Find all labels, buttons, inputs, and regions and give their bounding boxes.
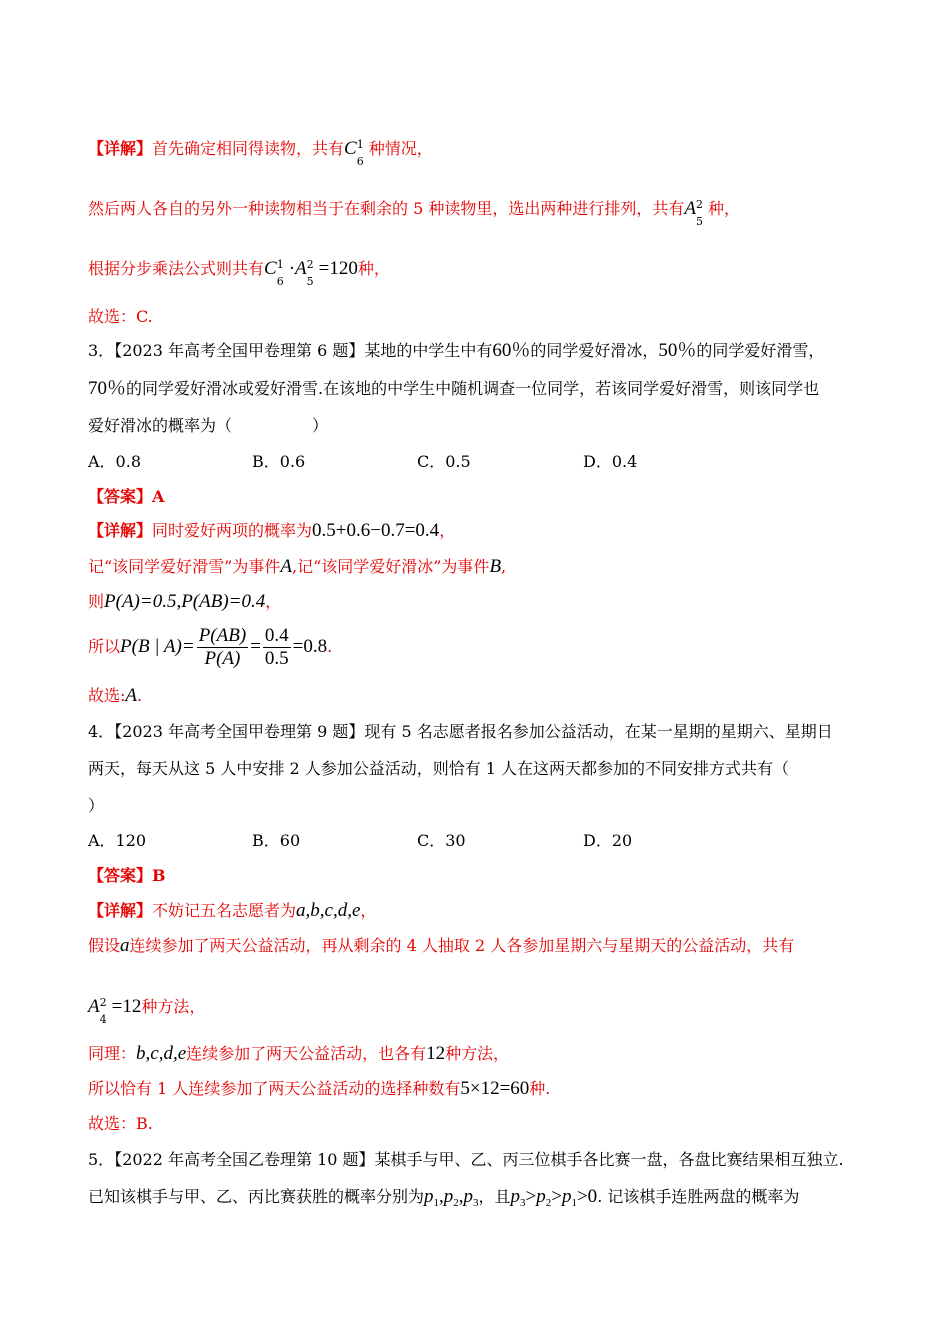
- q3-option-d: D．0.4: [583, 452, 638, 471]
- fraction-pab-pa: $\frac{P(AB)}{P(A)}$: [198, 625, 247, 669]
- q3-answer-label: 【答案】A: [88, 487, 165, 506]
- q4-line3: ）: [88, 796, 105, 815]
- q4-option-a: A．120: [88, 831, 147, 850]
- q4-detail-line2: 假设a连续参加了两天公益活动，再从剩余的 4 人抽取 2 人各参加星期六与星期天的公益活动，共有: [88, 935, 795, 956]
- q3-detail-line4: 所以P(B | A)= $\frac{P(AB)}{P(A)}$ = $\frac{0.4}{0.5}$ =0.8.: [88, 625, 333, 669]
- q3-option-b: B．0.6: [252, 452, 306, 471]
- math-c61: C: [344, 138, 357, 159]
- sol1-line2: 然后两人各自的另外一种读物相当于在剩余的 5 种读物里，选出两种进行排列，共有A 2 5 种，: [88, 197, 740, 228]
- detail-label: 【详解】: [88, 139, 153, 158]
- q4-answer: 故选：B.: [88, 1114, 153, 1133]
- q4-option-d: D．20: [583, 831, 633, 850]
- q5-source: 【2022 年高考全国乙卷理第 10 题】: [114, 1150, 375, 1169]
- q5-line2: 已知该棋手与甲、乙、丙比赛获胜的概率分别为$p_1,p_2,p_3$，且$p_3>p_2>p_1>0$. 记该棋手连胜两盘的概率为: [88, 1186, 800, 1210]
- q3-line1: 3．【2023 年高考全国甲卷理第 6 题】某地的中学生中有60％的同学爱好滑冰，50％的同学爱好滑雪，: [88, 340, 825, 361]
- q3-detail-line3: 则P(A)=0.5,P(AB)=0.4，: [88, 591, 282, 612]
- q4-detail-line3: A 2 4 =12种方法，: [88, 995, 206, 1026]
- sol1-answer: 故选：C.: [88, 307, 153, 326]
- q3-option-a: A．0.8: [88, 452, 142, 471]
- q3-final: 故选:A.: [88, 685, 143, 706]
- q4-answer-label: 【答案】B: [88, 866, 166, 885]
- sol1-line3: 根据分步乘法公式则共有C 1 6 ·A 2 5 =120种，: [88, 257, 390, 288]
- q4-option-c: C．30: [417, 831, 466, 850]
- q5-line1: 5．【2022 年高考全国乙卷理第 10 题】某棋手与甲、乙、丙三位棋手各比赛一盘，各盘比赛结果相互独立.: [88, 1150, 844, 1169]
- q3-detail-line2: 记“该同学爱好滑雪”为事件A,记“该同学爱好滑冰”为事件B,: [88, 556, 507, 577]
- q4-detail-line1: 【详解】不妨记五名志愿者为a,b,c,d,e，: [88, 900, 377, 921]
- q4-detail-line5: 所以恰有 1 人连续参加了两天公益活动的选择种数有5×12=60种.: [88, 1078, 551, 1099]
- q3-option-c: C．0.5: [417, 452, 471, 471]
- q3-line3: 爱好滑冰的概率为（ ）: [88, 416, 329, 435]
- q3-line2: 70％的同学爱好滑冰或爱好滑雪.在该地的中学生中随机调查一位同学，若该同学爱好滑雪，则该同学也: [88, 378, 820, 399]
- q4-line2: 两天，每天从这 5 人中安排 2 人参加公益活动，则恰有 1 人在这两天都参加的不同安排方式共有（: [88, 759, 790, 778]
- q3-source: 【2023 年高考全国甲卷理第 6 题】: [114, 341, 365, 360]
- q4-source: 【2023 年高考全国甲卷理第 9 题】: [114, 722, 365, 741]
- q4-detail-line4: 同理：b,c,d,e连续参加了两天公益活动，也各有12种方法，: [88, 1043, 510, 1064]
- q4-line1: 4．【2023 年高考全国甲卷理第 9 题】现有 5 名志愿者报名参加公益活动，在某一星期的星期六、星期日: [88, 722, 833, 741]
- sol1-line1: 【详解】首先确定相同得读物，共有C 1 6 种情况，: [88, 137, 433, 168]
- q3-detail-line1: 【详解】同时爱好两项的概率为0.5+0.6−0.7=0.4，: [88, 520, 456, 541]
- fraction-04-05: $\frac{0.4}{0.5}$: [264, 625, 289, 669]
- math-a52: A: [684, 198, 696, 219]
- q4-option-b: B．60: [252, 831, 301, 850]
